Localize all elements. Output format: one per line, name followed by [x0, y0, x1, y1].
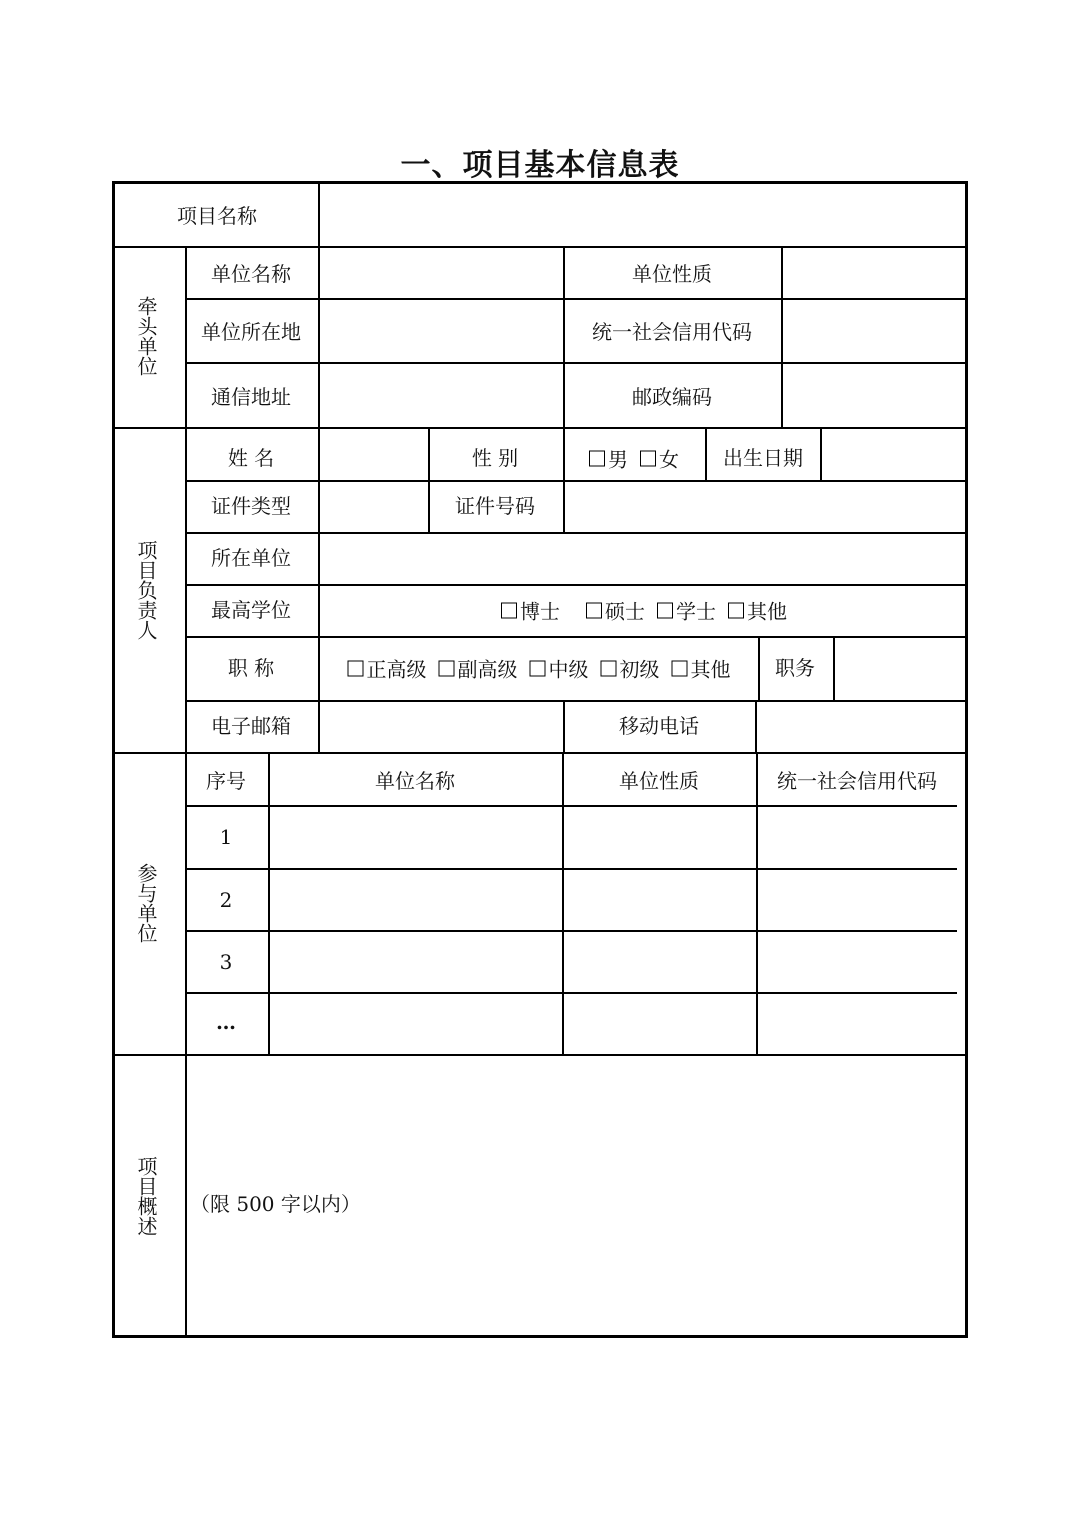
checkbox-icon[interactable] — [586, 602, 602, 618]
unit-nature-label: 单位性质 — [632, 262, 712, 286]
checkbox-icon[interactable] — [348, 660, 364, 676]
col-divider — [833, 636, 835, 700]
overview-section-label: 项目概述 — [134, 1156, 158, 1236]
col-divider — [756, 752, 758, 1054]
checkbox-icon[interactable] — [501, 602, 517, 618]
title-option-other[interactable]: 其他 — [672, 654, 731, 683]
col-divider — [318, 184, 320, 752]
unit-location-label: 单位所在地 — [201, 320, 301, 344]
degree-label: 最高学位 — [211, 598, 291, 622]
checkbox-icon[interactable] — [640, 450, 656, 466]
col-divider — [563, 700, 565, 752]
page-title: 一、项目基本信息表 — [400, 148, 680, 183]
lead-unit-section-label: 牵头单位 — [134, 296, 158, 376]
row-number: 3 — [219, 950, 233, 974]
row-divider — [185, 700, 965, 702]
row-divider — [185, 868, 957, 870]
participants-section-label: 参与单位 — [134, 863, 158, 943]
checkbox-icon[interactable] — [601, 660, 617, 676]
degree-options — [501, 596, 787, 625]
row-divider — [115, 752, 965, 754]
col-divider — [563, 480, 565, 532]
col-divider — [705, 427, 707, 480]
degree-option-phd[interactable]: 博士 — [501, 596, 560, 625]
position-label: 职务 — [775, 656, 815, 680]
row-divider — [185, 930, 957, 932]
row-divider — [185, 584, 965, 586]
id-number-label: 证件号码 — [455, 494, 535, 518]
row-divider — [185, 480, 965, 482]
row-divider — [185, 636, 965, 638]
checkbox-icon[interactable] — [672, 660, 688, 676]
col-divider — [563, 427, 565, 480]
gender-label: 性 别 — [471, 446, 519, 470]
col-divider — [562, 752, 564, 1054]
checkbox-icon[interactable] — [589, 450, 605, 466]
col-divider — [563, 246, 565, 427]
email-label: 电子邮箱 — [211, 714, 291, 738]
unit-name-label: 单位名称 — [211, 262, 291, 286]
title-option-junior[interactable]: 初级 — [601, 654, 660, 683]
col-divider — [781, 246, 783, 427]
row-divider — [185, 805, 957, 807]
postcode-label: 邮政编码 — [632, 385, 712, 409]
address-label: 通信地址 — [211, 385, 291, 409]
checkbox-icon[interactable] — [530, 660, 546, 676]
leader-name-label: 姓 名 — [227, 446, 275, 470]
row-divider — [185, 532, 965, 534]
degree-option-other[interactable]: 其他 — [728, 596, 787, 625]
col-divider — [428, 427, 430, 532]
birth-date-label: 出生日期 — [723, 446, 803, 470]
info-table — [112, 181, 968, 1338]
row-number: … — [216, 1010, 236, 1034]
id-type-label: 证件类型 — [211, 494, 291, 518]
title-option-associate-senior[interactable]: 副高级 — [439, 654, 518, 683]
col-divider — [185, 246, 187, 1335]
title-label: 职 称 — [227, 656, 275, 680]
title-option-senior[interactable]: 正高级 — [348, 654, 427, 683]
col-divider — [755, 700, 757, 752]
row-divider — [185, 298, 965, 300]
header-unit-name: 单位名称 — [375, 769, 455, 793]
row-divider — [115, 1054, 965, 1056]
row-divider — [185, 992, 957, 994]
header-unit-nature: 单位性质 — [619, 769, 699, 793]
checkbox-icon[interactable] — [728, 602, 744, 618]
col-divider — [268, 752, 270, 1054]
col-divider — [758, 636, 760, 700]
gender-options — [589, 444, 679, 473]
leader-section-label: 项目负责人 — [134, 540, 158, 640]
row-divider — [115, 427, 965, 429]
header-credit-code: 统一社会信用代码 — [777, 769, 937, 793]
mobile-label: 移动电话 — [619, 714, 699, 738]
credit-code-label: 统一社会信用代码 — [592, 320, 752, 344]
title-option-intermediate[interactable]: 中级 — [530, 654, 589, 683]
checkbox-icon[interactable] — [657, 602, 673, 618]
degree-option-master[interactable]: 硕士 — [586, 596, 645, 625]
row-divider — [185, 362, 965, 364]
row-number: 1 — [219, 825, 233, 849]
overview-hint: （限 500 字以内） — [190, 1192, 361, 1216]
checkbox-icon[interactable] — [439, 660, 455, 676]
project-name-label: 项目名称 — [177, 204, 257, 228]
title-options — [348, 654, 731, 683]
col-divider — [820, 427, 822, 480]
gender-option-female[interactable]: 女 — [640, 444, 679, 473]
row-number: 2 — [219, 888, 233, 912]
employer-label: 所在单位 — [211, 546, 291, 570]
row-divider — [115, 246, 965, 248]
header-seq: 序号 — [206, 769, 246, 793]
gender-option-male[interactable]: 男 — [589, 444, 628, 473]
degree-option-bachelor[interactable]: 学士 — [657, 596, 716, 625]
